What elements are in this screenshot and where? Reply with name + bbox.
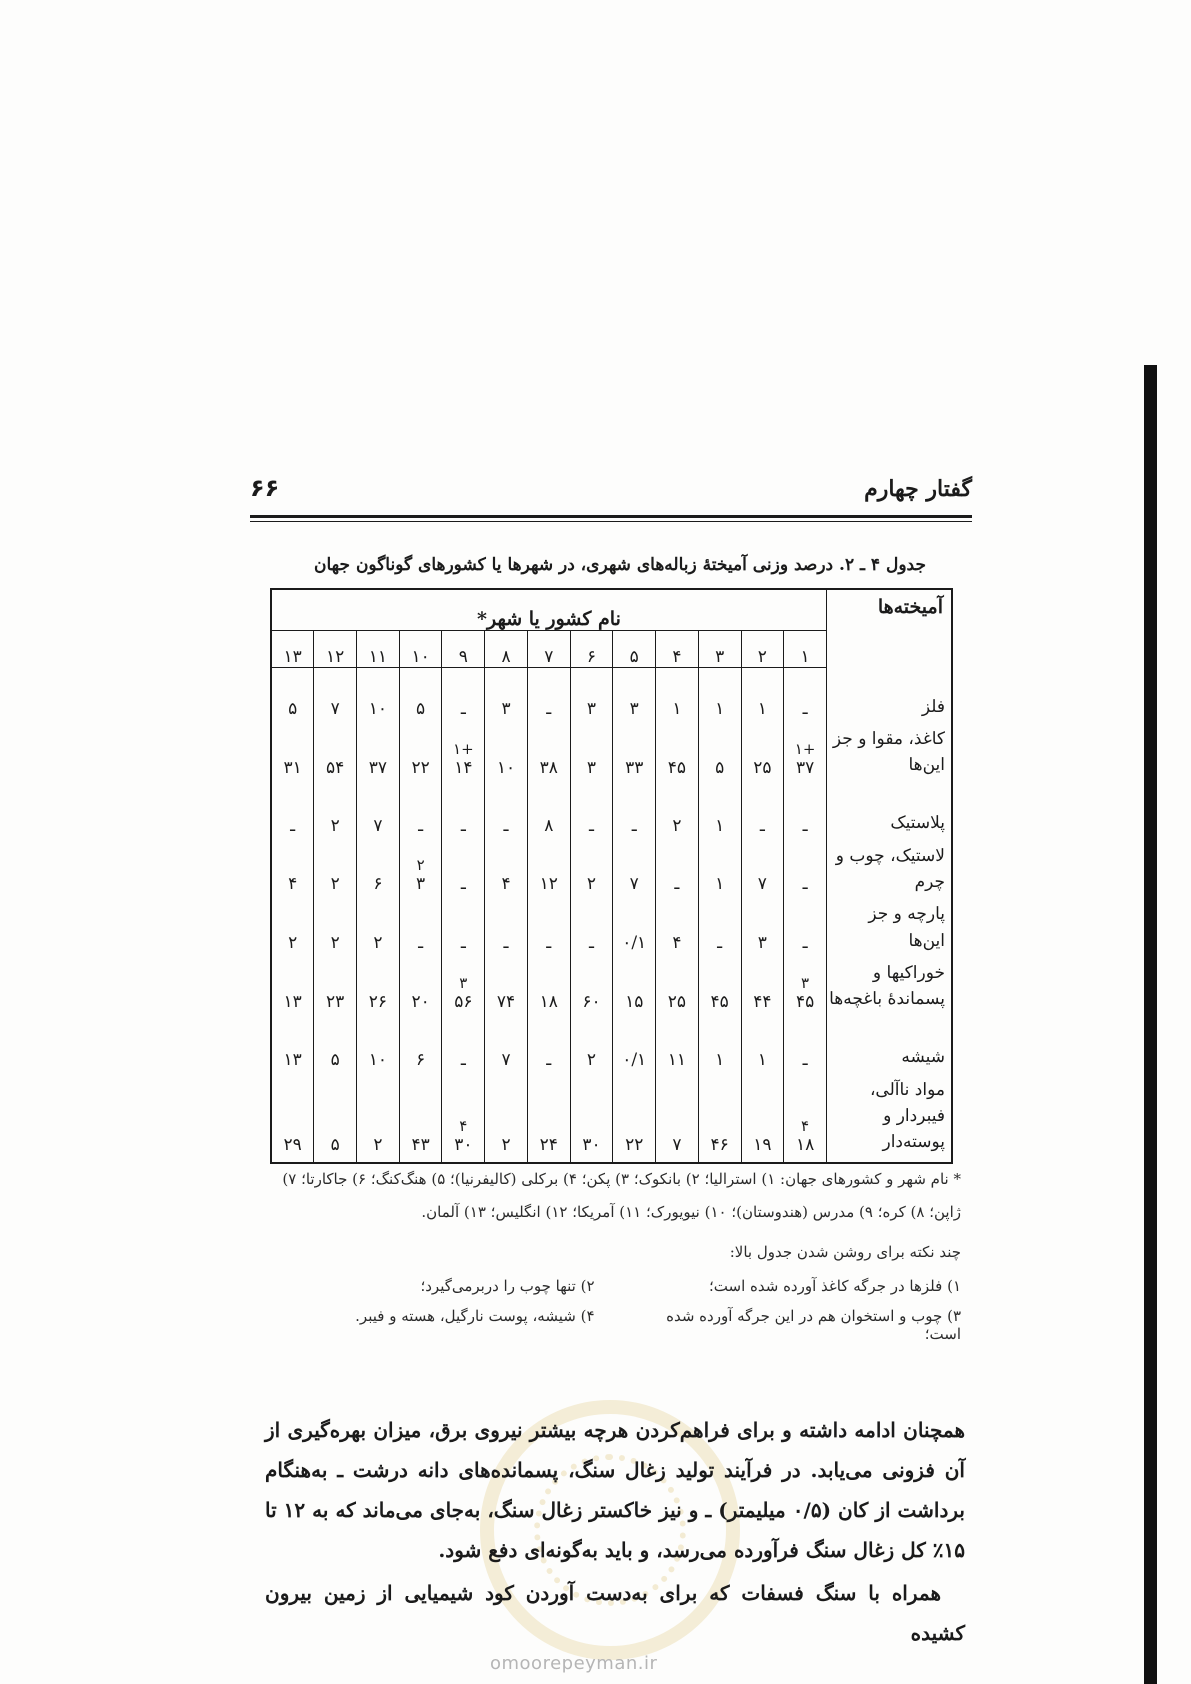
cell-value: ۳ — [501, 699, 511, 719]
cell-value: ـ — [460, 1049, 466, 1070]
cell-value: ۴ — [501, 874, 511, 895]
cell-value: ۷ — [629, 874, 639, 895]
cell-value: ـ — [802, 933, 808, 954]
column-number: ۱۲ — [314, 631, 357, 668]
cell-note-marker: ۳ — [801, 973, 810, 992]
cell-value: ـ — [418, 933, 424, 954]
cell-value: ـ — [759, 815, 765, 836]
cell-value: ۱ — [715, 815, 725, 836]
cell-value: ۳۰ — [582, 1134, 601, 1155]
cell-value: ـ — [802, 699, 808, 719]
cell-value: ۱۰ — [368, 699, 388, 719]
table-cell — [399, 1077, 442, 1163]
table-cell — [698, 843, 741, 902]
cell-value: ۳ — [629, 699, 639, 719]
table-cell — [442, 785, 485, 843]
table-cell — [485, 843, 528, 902]
chapter-title: گفتار چهارم — [864, 476, 972, 502]
table-cell — [741, 1077, 784, 1163]
cell-note-marker: ۳ — [459, 973, 468, 992]
cell-value: ـ — [674, 874, 680, 895]
table-cell — [527, 726, 570, 785]
table-cell — [656, 785, 699, 843]
table-cell — [656, 901, 699, 960]
table-cell — [784, 843, 827, 902]
table-cell — [485, 1077, 528, 1163]
cell-value: ۳۳ — [625, 757, 644, 778]
cell-value: ۳۰ — [454, 1134, 473, 1155]
cell-value: ۱۳ — [283, 991, 302, 1012]
cell-value: ـ — [546, 933, 552, 954]
cell-value: ۴۵ — [667, 757, 687, 778]
table-cell — [485, 668, 528, 727]
table-cell — [698, 960, 741, 1019]
table-cell — [271, 726, 314, 785]
cell-value: ـ — [717, 933, 723, 954]
cell-note-marker: ۲ — [416, 856, 425, 875]
table-cell — [442, 726, 485, 785]
table-body — [271, 668, 952, 1163]
cell-value: ۲۹ — [283, 1134, 302, 1155]
table-cell — [570, 901, 613, 960]
row-label: مواد ناآلی، فیبردار و پوسته‌دار — [826, 1077, 952, 1163]
note-item: ۴) شیشه، پوست نارگیل، هسته و فیبر. — [355, 1307, 595, 1325]
country-group-header: نام کشور یا شهر* — [271, 589, 826, 631]
table-cell — [656, 1077, 699, 1163]
table-row — [271, 1077, 952, 1163]
table-cell — [570, 668, 613, 727]
cell-value: ۰/۱ — [622, 1049, 647, 1070]
table-cell — [357, 668, 400, 727]
row-label: لاستیک، چوب و چرم — [826, 843, 952, 902]
cell-value: ۱ — [715, 699, 725, 719]
table-cell — [527, 668, 570, 727]
page-number: ۶۶ — [250, 474, 280, 502]
table-cell — [271, 901, 314, 960]
table-cell — [784, 726, 827, 785]
table-cell — [357, 726, 400, 785]
cell-value: ۶۰ — [582, 991, 601, 1012]
table-cell — [613, 668, 656, 727]
cell-value: ۳ — [586, 699, 597, 719]
column-number: ۲ — [741, 631, 784, 668]
table-cell — [399, 901, 442, 960]
cell-value: ۸ — [544, 815, 554, 836]
table-cell — [271, 960, 314, 1019]
cell-value: ۵ — [715, 757, 725, 778]
table-cell — [485, 1019, 528, 1077]
table-cell — [357, 1077, 400, 1163]
mixture-table — [270, 588, 953, 1164]
cell-value: ۳۱ — [283, 757, 302, 778]
note-item: ۱) فلزها در جرگه کاغذ آورده شده است؛ — [709, 1277, 961, 1295]
cell-value: ۱ — [757, 1049, 767, 1070]
cell-value: ۷ — [501, 1049, 511, 1070]
row-label: شیشه — [826, 1019, 952, 1077]
table-cell — [357, 843, 400, 902]
cell-value: ۵۴ — [326, 757, 345, 778]
cell-value: ۲۴ — [539, 1134, 558, 1155]
cell-value: ۴۶ — [710, 1134, 729, 1155]
table-cell — [314, 785, 357, 843]
cell-value: ۲۳ — [326, 991, 345, 1012]
cell-value: ۵ — [288, 699, 298, 719]
cell-value: ۶ — [373, 874, 383, 895]
cell-value: ۲۵ — [667, 991, 687, 1012]
cell-value: ۴۵ — [795, 991, 815, 1012]
column-number: ۸ — [485, 631, 528, 668]
table-cell — [442, 901, 485, 960]
table-cell — [485, 726, 528, 785]
table-cell — [656, 1019, 699, 1077]
table-cell — [570, 1077, 613, 1163]
cell-value: ۲ — [586, 874, 597, 895]
column-number: ۹ — [442, 631, 485, 668]
table-cell — [442, 1019, 485, 1077]
table-cell — [741, 843, 784, 902]
table-cell — [570, 785, 613, 843]
cell-value: ۳۸ — [539, 757, 558, 778]
table-cell — [698, 785, 741, 843]
table-cell — [442, 1077, 485, 1163]
table-cell — [314, 668, 357, 727]
cell-value: ۱۲ — [539, 874, 558, 895]
table-cell — [314, 1019, 357, 1077]
cell-value: ۷ — [757, 874, 767, 895]
table-cell — [784, 1019, 827, 1077]
table-cell — [357, 960, 400, 1019]
cell-value: ۷۴ — [496, 991, 516, 1012]
cell-value: ۴۳ — [411, 1134, 430, 1155]
table-caption: جدول ۴ ـ ۲. درصد وزنی آمیختهٔ زباله‌های شهری، در شهرها یا کشورهای گوناگون جهان — [314, 555, 926, 575]
column-number: ۱۰ — [399, 631, 442, 668]
cell-value: ـ — [546, 1049, 552, 1070]
table-cell — [741, 1019, 784, 1077]
table-cell — [442, 668, 485, 727]
table-cell — [741, 668, 784, 727]
table-row — [271, 1019, 952, 1077]
table-cell — [698, 1019, 741, 1077]
table-cell — [656, 960, 699, 1019]
table-cell — [698, 901, 741, 960]
cell-value: ۴ — [288, 874, 298, 895]
table-cell — [399, 843, 442, 902]
cell-value: ـ — [631, 815, 637, 836]
table-row — [271, 726, 952, 785]
table-cell — [570, 960, 613, 1019]
cell-value: ۲ — [288, 933, 298, 954]
table-cell — [271, 1019, 314, 1077]
body-paragraph: همراه با سنگ فسفات که برای به‌دست آوردن کود شیمیایی از زمین بیرون کشیده — [265, 1581, 965, 1645]
column-number: ۱۳ — [271, 631, 314, 668]
table-cell — [527, 960, 570, 1019]
table-cell — [784, 668, 827, 727]
cell-value: ۲۲ — [411, 757, 430, 778]
mixture-column-header: آمیخته‌ها — [826, 589, 952, 668]
table-cell — [613, 901, 656, 960]
cell-value: ۱۴ — [454, 757, 473, 778]
cell-value: ـ — [588, 815, 594, 836]
table-cell — [399, 785, 442, 843]
table-cell — [527, 785, 570, 843]
cell-value: ـ — [503, 933, 509, 954]
table-row — [271, 668, 952, 727]
table-footnote: * نام شهر و کشورهای جهان: ۱) استرالیا؛ ۲) بانکوک؛ ۳) پکن؛ ۴) برکلی (کالیفرنیا)؛ ۵) هنگ‌کنگ؛ ۶) جاکارتا؛ ۷) ژاپن؛ ۸) کره؛ ۹) مدرس (هندوستان)؛ ۱۰) نیویورک؛ ۱۱) آمریکا؛ ۱۲) انگلیس؛ ۱۳) آلمان. — [282, 1170, 961, 1221]
table-cell — [314, 726, 357, 785]
table-cell — [656, 843, 699, 902]
column-number: ۵ — [613, 631, 656, 668]
cell-value: ۱۹ — [753, 1134, 772, 1155]
row-label: فلز — [826, 668, 952, 727]
row-label: پارچه و جز این‌ها — [826, 901, 952, 960]
cell-value: ـ — [460, 874, 466, 895]
cell-value: ۲ — [330, 874, 340, 895]
table-cell — [784, 901, 827, 960]
table-row — [271, 785, 952, 843]
header-rule — [250, 515, 972, 518]
cell-value: ۱۸ — [795, 1134, 815, 1155]
cell-value: ۳۷ — [368, 757, 388, 778]
table-cell — [399, 1019, 442, 1077]
table-cell — [784, 960, 827, 1019]
table-cell — [613, 843, 656, 902]
header-rule-thin — [250, 521, 972, 522]
cell-value: ۱۱ — [667, 1049, 687, 1070]
table-row — [271, 960, 952, 1019]
cell-value: ـ — [546, 699, 552, 719]
column-number: ۱ — [784, 631, 827, 668]
row-label: پلاستیک — [826, 785, 952, 843]
table-cell — [399, 960, 442, 1019]
column-number: ۴ — [656, 631, 699, 668]
table-cell — [442, 843, 485, 902]
cell-value: ۷ — [672, 1134, 682, 1155]
cell-value: ۲ — [330, 933, 340, 954]
table-cell — [656, 726, 699, 785]
table-cell — [485, 785, 528, 843]
cell-value: ۲ — [501, 1134, 511, 1155]
body-paragraph: همچنان ادامه داشته و برای فراهم‌کردن هرچه بیشتر نیروی برق، میزان بهره‌گیری از آن فزونی می‌یابد. در فرآیند تولید زغال سنگ، پسمانده‌های دانه درشت ـ به‌هنگام برداشت از کان (۰/۵ میلیمتر) ـ و نیز خاکستر زغال سنگ، به‌جای می‌ماند که به ۱۲ تا ۱۵٪ کل زغال سنگ فرآورده می‌رسد، و باید به‌گونه‌ای دفع شود. — [265, 1418, 965, 1562]
note-item: ۲) تنها چوب را دربرمی‌گیرد؛ — [420, 1277, 595, 1295]
cell-value: ۳ — [757, 933, 767, 954]
table-cell — [741, 960, 784, 1019]
table-cell — [613, 726, 656, 785]
table-cell — [399, 668, 442, 727]
cell-value: ۱ — [715, 874, 725, 895]
cell-value: ۱۳ — [283, 1049, 302, 1070]
cell-note-marker: ۴ — [459, 1116, 468, 1135]
row-label: خوراکیها و پسماندهٔ باغچه‌ها — [826, 960, 952, 1019]
scan-edge-bar — [1144, 365, 1157, 1684]
table-cell — [485, 960, 528, 1019]
running-header — [250, 470, 972, 510]
table-cell — [656, 668, 699, 727]
cell-value: ـ — [802, 815, 808, 836]
table-cell — [314, 843, 357, 902]
table-cell — [698, 726, 741, 785]
table-cell — [698, 1077, 741, 1163]
row-label: کاغذ، مقوا و جز این‌ها — [826, 726, 952, 785]
cell-value: ۴ — [672, 933, 682, 954]
table-cell — [613, 960, 656, 1019]
table-cell — [357, 901, 400, 960]
cell-value: ۷ — [330, 699, 340, 719]
notes-title: چند نکته برای روشن شدن جدول بالا: — [729, 1243, 961, 1261]
cell-value: ـ — [802, 874, 808, 895]
table-cell — [271, 1077, 314, 1163]
table-cell — [570, 843, 613, 902]
column-number: ۷ — [527, 631, 570, 668]
cell-value: ۲۶ — [368, 991, 388, 1012]
table-cell — [399, 726, 442, 785]
table-cell — [271, 668, 314, 727]
cell-value: ۲ — [373, 933, 383, 954]
column-number: ۱۱ — [357, 631, 400, 668]
cell-value: ـ — [290, 815, 296, 836]
table-cell — [271, 843, 314, 902]
cell-note-marker: ۴ — [801, 1116, 810, 1135]
cell-value: ۵۶ — [454, 991, 473, 1012]
table-cell — [784, 1077, 827, 1163]
cell-value: ۱۰ — [496, 757, 516, 778]
cell-value: ۲۲ — [625, 1134, 644, 1155]
cell-value: ۲ — [330, 815, 340, 836]
cell-value: ۷ — [373, 815, 383, 836]
cell-value: ۲ — [586, 1049, 597, 1070]
cell-value: ـ — [503, 815, 509, 836]
table-cell — [271, 785, 314, 843]
table-cell — [741, 726, 784, 785]
cell-value: ـ — [460, 699, 466, 719]
cell-value: ۵ — [416, 699, 426, 719]
table-cell — [784, 785, 827, 843]
column-number: ۳ — [698, 631, 741, 668]
table-cell — [442, 960, 485, 1019]
cell-value: ۲۰ — [411, 991, 430, 1012]
cell-value: ۲۵ — [753, 757, 772, 778]
table-cell — [570, 726, 613, 785]
cell-value: ۵ — [330, 1049, 340, 1070]
table-cell — [527, 1019, 570, 1077]
table-cell — [485, 901, 528, 960]
cell-value: ۱ — [672, 699, 682, 719]
table-cell — [314, 1077, 357, 1163]
watermark-url: omoorepeyman.ir — [490, 1653, 658, 1674]
cell-value: ۲ — [373, 1134, 383, 1155]
table-row — [271, 843, 952, 902]
table-cell — [527, 1077, 570, 1163]
table-cell — [698, 668, 741, 727]
cell-value: ـ — [588, 933, 594, 954]
table-cell — [357, 1019, 400, 1077]
cell-value: ۳ — [586, 757, 597, 778]
notes-list — [268, 1277, 961, 1343]
table-cell — [527, 843, 570, 902]
cell-value: ـ — [460, 933, 466, 954]
cell-value: ۰/۱ — [622, 933, 647, 954]
cell-value: ـ — [460, 815, 466, 836]
cell-value: ۴۴ — [753, 991, 772, 1012]
cell-value: ۱۰ — [368, 1049, 388, 1070]
cell-value: ـ — [418, 815, 424, 836]
table-cell — [314, 960, 357, 1019]
cell-value: ۳۷ — [795, 757, 815, 778]
cell-note-marker: +۱ — [794, 739, 816, 758]
table-cell — [527, 901, 570, 960]
cell-value: ۱۸ — [539, 991, 558, 1012]
table-cell — [314, 901, 357, 960]
table-cell — [613, 1019, 656, 1077]
table-cell — [570, 1019, 613, 1077]
table-cell — [613, 785, 656, 843]
cell-note-marker: +۱ — [453, 739, 474, 758]
table-cell — [613, 1077, 656, 1163]
note-item: ۳) چوب و استخوان هم در این جرگه آورده شده است؛ — [666, 1307, 961, 1343]
cell-value: ۱۵ — [625, 991, 644, 1012]
table-cell — [357, 785, 400, 843]
cell-value: ۱ — [757, 699, 767, 719]
cell-value: ۴۵ — [710, 991, 729, 1012]
cell-value: ۶ — [416, 1049, 426, 1070]
table-row — [271, 901, 952, 960]
cell-value: ـ — [802, 1049, 808, 1070]
table-cell — [741, 785, 784, 843]
cell-value: ۲ — [672, 815, 682, 836]
cell-value: ۳ — [416, 874, 426, 895]
cell-value: ۱ — [715, 1049, 725, 1070]
column-number: ۶ — [570, 631, 613, 668]
table-cell — [741, 901, 784, 960]
cell-value: ۵ — [330, 1134, 340, 1155]
